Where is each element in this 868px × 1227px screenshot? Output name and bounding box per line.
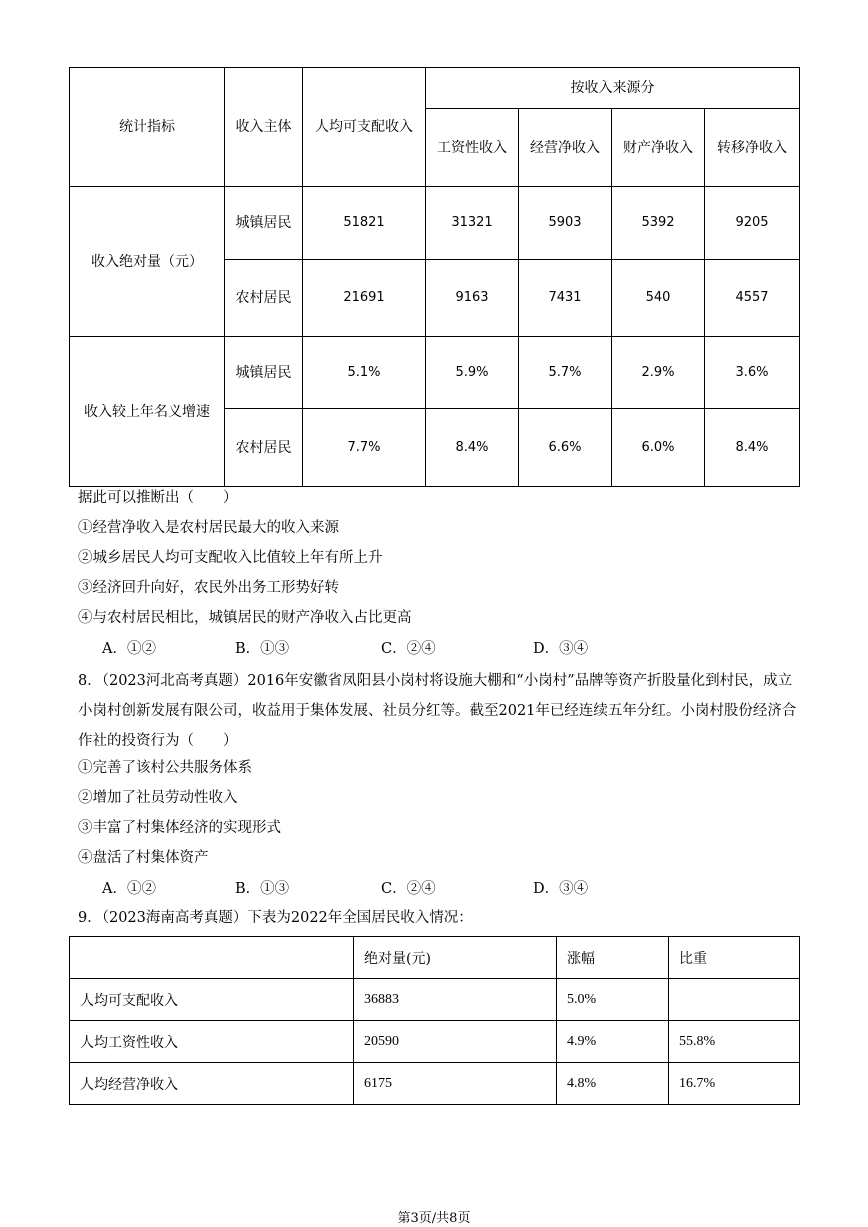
- cell: 2.9%: [612, 337, 705, 409]
- option-a[interactable]: A．①②: [102, 881, 156, 897]
- header-subject: 收入主体: [225, 68, 303, 187]
- option-c[interactable]: C．②④: [381, 881, 436, 897]
- row-subject: 农村居民: [225, 260, 303, 337]
- header-property: 财产净收入: [612, 109, 705, 187]
- table-row: [70, 1063, 800, 1105]
- cell: 9163: [426, 260, 519, 337]
- option-d[interactable]: D．③④: [533, 641, 589, 657]
- header-wage: 工资性收入: [426, 109, 519, 187]
- row-subject: 城镇居民: [225, 187, 303, 260]
- header-cell: 绝对量(元): [354, 937, 557, 979]
- group-label: 收入较上年名义增速: [70, 337, 225, 487]
- header-cell: 涨幅: [557, 937, 669, 979]
- row-label: 人均经营净收入: [70, 1063, 354, 1105]
- cell: 540: [612, 260, 705, 337]
- q7-item-4: ④与农村居民相比，城镇居民的财产净收入占比更高: [78, 610, 412, 626]
- cell: 31321: [426, 187, 519, 260]
- q8-item-2: ②增加了社员劳动性收入: [78, 790, 238, 806]
- cell: 8.4%: [426, 409, 519, 487]
- cell: 6175: [354, 1063, 557, 1105]
- header-by-source: 按收入来源分: [426, 68, 800, 109]
- header-cell: [70, 937, 354, 979]
- q7-stem: 据此可以推断出（ ）: [78, 490, 238, 506]
- q9-stem: 9．（2023海南高考真题）下表为2022年全国居民收入情况：: [78, 910, 473, 926]
- header-stat: 统计指标: [70, 68, 225, 187]
- q7-item-3: ③经济回升向好，农民外出务工形势好转: [78, 580, 339, 596]
- header-business: 经营净收入: [519, 109, 612, 187]
- header-cell: 比重: [669, 937, 800, 979]
- row-label: 人均工资性收入: [70, 1021, 354, 1063]
- option-d[interactable]: D．③④: [533, 881, 589, 897]
- cell: 5.1%: [303, 337, 426, 409]
- option-b[interactable]: B．①③: [235, 641, 290, 657]
- cell: 6.0%: [612, 409, 705, 487]
- cell: 16.7%: [669, 1063, 800, 1105]
- cell: 4.8%: [557, 1063, 669, 1105]
- cell: 9205: [705, 187, 800, 260]
- header-transfer: 转移净收入: [705, 109, 800, 187]
- cell: 5.9%: [426, 337, 519, 409]
- q8-item-1: ①完善了该村公共服务体系: [78, 760, 252, 776]
- national-income-table: [69, 936, 800, 1105]
- row-subject: 农村居民: [225, 409, 303, 487]
- option-a[interactable]: A．①②: [102, 641, 156, 657]
- cell: 51821: [303, 187, 426, 260]
- cell: 55.8%: [669, 1021, 800, 1063]
- table-row: [70, 337, 800, 409]
- group-label: 收入绝对量（元）: [70, 187, 225, 337]
- cell: [669, 979, 800, 1021]
- header-per-capita: 人均可支配收入: [303, 68, 426, 187]
- cell: 7.7%: [303, 409, 426, 487]
- cell: 6.6%: [519, 409, 612, 487]
- cell: 5.7%: [519, 337, 612, 409]
- cell: 20590: [354, 1021, 557, 1063]
- q8-item-4: ④盘活了村集体资产: [78, 850, 209, 866]
- row-label: 人均可支配收入: [70, 979, 354, 1021]
- cell: 3.6%: [705, 337, 800, 409]
- q7-item-1: ①经营净收入是农村居民最大的收入来源: [78, 520, 339, 536]
- cell: 5903: [519, 187, 612, 260]
- cell: 8.4%: [705, 409, 800, 487]
- cell: 5392: [612, 187, 705, 260]
- table-row: [70, 187, 800, 260]
- table-row: [70, 979, 800, 1021]
- q7-item-2: ②城乡居民人均可支配收入比值较上年有所上升: [78, 550, 383, 566]
- table-row: [70, 1021, 800, 1063]
- cell: 4.9%: [557, 1021, 669, 1063]
- cell: 36883: [354, 979, 557, 1021]
- q8-stem: 8．（2023河北高考真题）2016年安徽省凤阳县小岗村将设施大棚和“小岗村”品牌等资产折股量化到村民，成立小岗村创新发展有限公司，收益用于集体发展、社员分红等。截至2021年已经连续五年分红。小岗村股份经济合作社的投资行为（ ）: [78, 673, 797, 749]
- cell: 7431: [519, 260, 612, 337]
- row-subject: 城镇居民: [225, 337, 303, 409]
- cell: 5.0%: [557, 979, 669, 1021]
- option-b[interactable]: B．①③: [235, 881, 290, 897]
- page-footer: 第3页/共8页: [397, 1211, 471, 1226]
- option-c[interactable]: C．②④: [381, 641, 436, 657]
- q8-item-3: ③丰富了村集体经济的实现形式: [78, 820, 281, 836]
- cell: 4557: [705, 260, 800, 337]
- income-source-table: [69, 67, 800, 487]
- table-header-row: [70, 937, 800, 979]
- cell: 21691: [303, 260, 426, 337]
